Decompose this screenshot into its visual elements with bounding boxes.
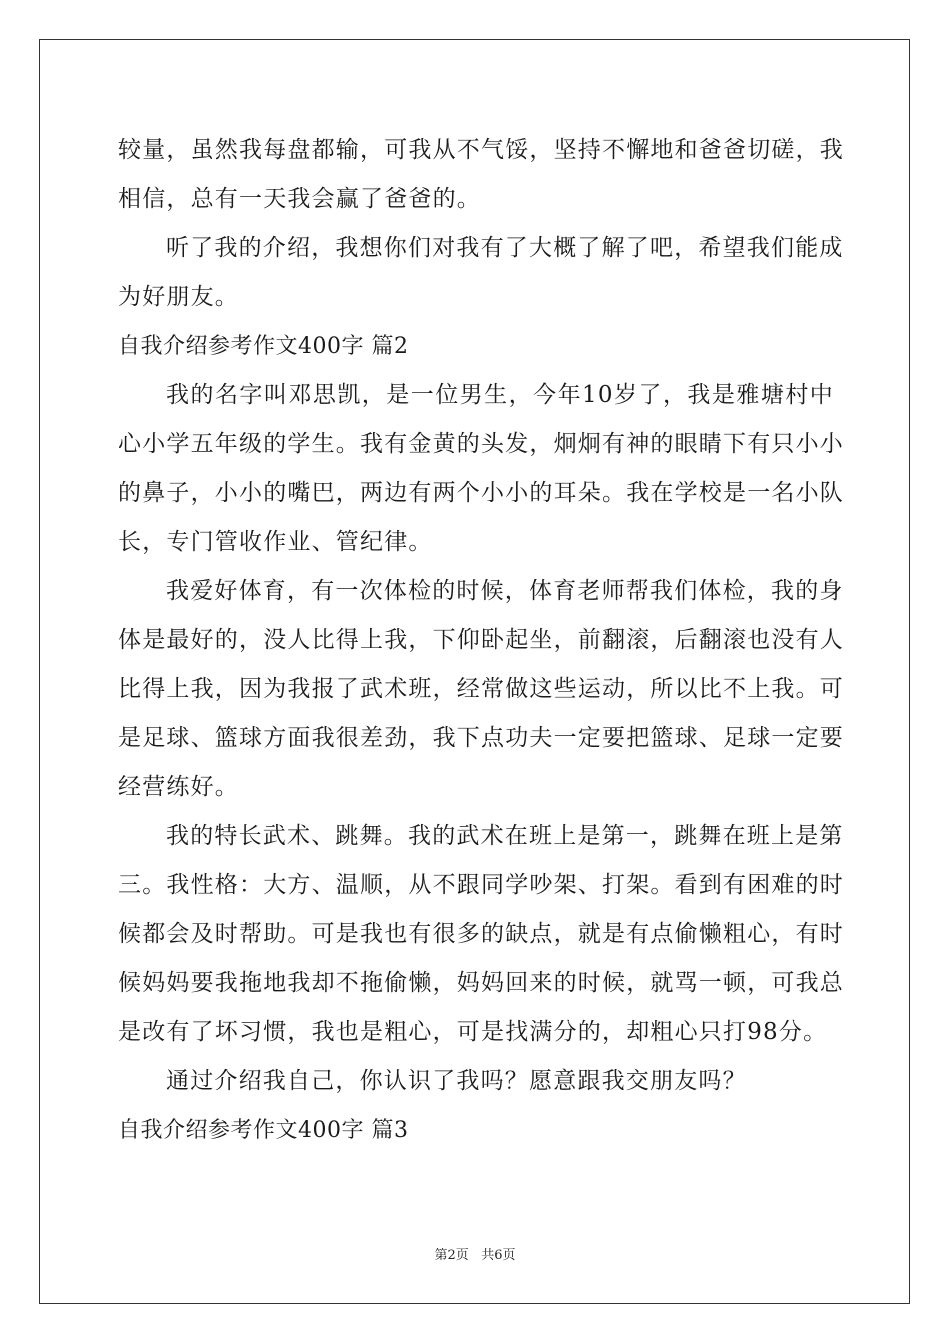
section-heading: 自我介绍参考作文400字 篇3	[118, 1118, 409, 1143]
document-body	[118, 126, 844, 1155]
text-line: 候都会及时帮助。可是我也有很多的缺点，就是有点偷懒粗心，有时	[118, 921, 844, 947]
text-line: 经营练好。	[118, 774, 239, 800]
text-line: 我的特长武术、跳舞。我的武术在班上是第一，跳舞在班上是第	[166, 823, 844, 849]
text-line: 较量，虽然我每盘都输，可我从不气馁，坚持不懈地和爸爸切磋，我	[118, 137, 844, 163]
paragraph	[118, 812, 844, 1057]
page-total: 共6页	[481, 1248, 516, 1263]
text-line: 我爱好体育，有一次体检的时候，体育老师帮我们体检，我的身	[166, 578, 844, 604]
page-footer	[0, 1244, 950, 1263]
text-line: 为好朋友。	[118, 284, 239, 310]
page-number: 第2页	[434, 1248, 469, 1263]
text-line: 我的名字叫邓思凯，是一位男生，今年10岁了，我是雅塘村中	[166, 382, 834, 408]
text-line: 是改有了坏习惯，我也是粗心，可是找满分的，却粗心只打98分。	[118, 1019, 828, 1045]
text-line: 体是最好的，没人比得上我，下仰卧起坐，前翻滚，后翻滚也没有人	[118, 627, 844, 653]
text-line: 三。我性格：大方、温顺，从不跟同学吵架、打架。看到有困难的时	[118, 872, 844, 898]
paragraph	[118, 126, 844, 224]
text-line: 通过介绍我自己，你认识了我吗？愿意跟我交朋友吗？	[166, 1068, 747, 1094]
paragraph	[118, 224, 844, 322]
text-line: 心小学五年级的学生。我有金黄的头发，炯炯有神的眼睛下有只小小	[118, 431, 844, 457]
text-line: 候妈妈要我拖地我却不拖偷懒，妈妈回来的时候，就骂一顿，可我总	[118, 970, 844, 996]
text-line: 长，专门管收作业、管纪律。	[118, 529, 433, 555]
text-line: 相信，总有一天我会赢了爸爸的。	[118, 186, 481, 212]
paragraph	[118, 1057, 834, 1106]
text-line: 比得上我，因为我报了武术班，经常做这些运动，所以比不上我。可	[118, 676, 844, 702]
section-heading: 自我介绍参考作文400字 篇2	[118, 334, 409, 359]
paragraph	[118, 371, 844, 567]
text-line: 听了我的介绍，我想你们对我有了大概了解了吧，希望我们能成	[166, 235, 844, 261]
text-line: 是足球、篮球方面我很差劲，我下点功夫一定要把篮球、足球一定要	[118, 725, 844, 751]
text-line: 的鼻子，小小的嘴巴，两边有两个小小的耳朵。我在学校是一名小队	[118, 480, 844, 506]
paragraph	[118, 567, 844, 812]
